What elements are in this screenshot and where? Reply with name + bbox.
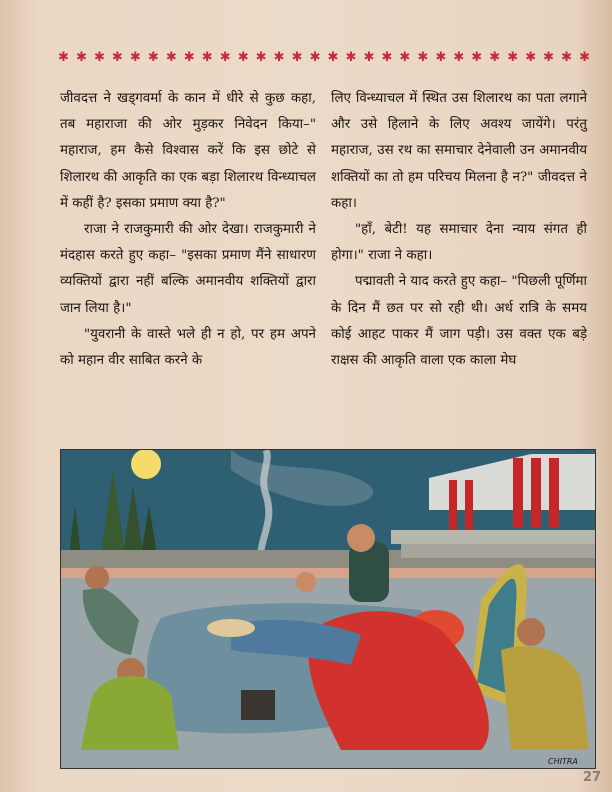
border-star-icon: ✱	[579, 50, 590, 65]
right-paragraph-1: लिए विन्ध्याचल में स्थित उस शिलारथ का पता लगाने और उसे हिलाने के लिए अवश्य जायेंगे। परंतु महाराज, उस रथ का समाचार देनेवाली उन अमानवीय शक्तियों का तो हम परिचय मिलना है न?" जीवदत्त ने कहा।	[331, 91, 587, 211]
border-star-icon: ✱	[75, 50, 87, 65]
pillar-3	[513, 458, 523, 528]
plate	[207, 619, 255, 637]
pillar-2	[465, 480, 473, 530]
border-star-icon: ✱	[93, 50, 105, 65]
border-star-icon: ✱	[129, 50, 141, 65]
border-star-icon: ✱	[561, 50, 573, 65]
steps-1	[391, 530, 595, 544]
border-star-icon: ✱	[399, 50, 411, 65]
moon	[131, 450, 161, 479]
border-star-icon: ✱	[507, 50, 519, 65]
child-head	[296, 572, 316, 592]
border-star-icon: ✱	[327, 50, 339, 65]
artist-signature: CHITRA	[548, 757, 578, 766]
border-star-icon: ✱	[183, 50, 195, 65]
pillar-5	[549, 458, 559, 528]
border-star-icon: ✱	[237, 50, 249, 65]
border-star-icon: ✱	[309, 50, 321, 65]
border-star-icon: ✱	[201, 50, 213, 65]
right-column	[331, 86, 587, 374]
border-star-icon: ✱	[165, 50, 177, 65]
border-star-icon: ✱	[471, 50, 483, 65]
pillar-1	[449, 480, 457, 530]
border-star-icon: ✱	[58, 50, 69, 65]
illustration	[60, 449, 596, 769]
border-star-icon: ✱	[417, 50, 429, 65]
border-star-icon: ✱	[363, 50, 375, 65]
right-paragraph-3: पद्मावती ने याद करते हुए कहा– "पिछली पूर्णिमा के दिन मैं छत पर सो रही थी। अर्ध रात्रि के समय कोई आहट पाकर मैं जाग पड़ी। उस वक्त एक बड़े राक्षस की आकृति वाला एक काला मेघ	[331, 274, 587, 369]
illustration-art	[61, 450, 595, 768]
pillar-4	[531, 458, 541, 528]
princess-head	[347, 524, 375, 552]
border-star-icon: ✱	[255, 50, 267, 65]
border-star-icon: ✱	[273, 50, 285, 65]
left-paragraph-3: "युवरानी के वास्ते भले ही न हो, पर हम अपने को महान वीर साबित करने के	[60, 326, 316, 369]
border-star-icon: ✱	[453, 50, 465, 65]
left-paragraph-2: राजा ने राजकुमारी की ओर देखा। राजकुमारी ने मंदहास करते हुए कहा– "इसका प्रमाण मैंने साधारण व्यक्तियों द्वारा नहीं बल्कि अमानवीय शक्तियों द्वारा जान लिया है।"	[60, 222, 316, 316]
border-star-icon: ✱	[381, 50, 393, 65]
border-star-icon: ✱	[291, 50, 303, 65]
left-column	[60, 86, 316, 374]
steps-2	[401, 544, 595, 558]
border-star-icon: ✱	[525, 50, 537, 65]
border-star-icon: ✱	[435, 50, 447, 65]
maid-right-head	[517, 618, 545, 646]
border-star-icon: ✱	[147, 50, 159, 65]
left-paragraph-1: जीवदत्त ने खड्गवर्मा के कान में धीरे से कुछ कहा, तब महाराजा की ओर मुड़कर निवेदन किया–" महाराज, हम कैसे विश्वास करें कि इस छोटे से शिलारथ की आकृति का एक बड़ा शिलारथ विन्ध्याचल में कहीं है? इसका प्रमाण क्या है?"	[60, 91, 316, 211]
page-number: 27	[583, 770, 602, 785]
border-star-icon: ✱	[345, 50, 357, 65]
princess-torso	[349, 542, 389, 602]
maid-left-head	[85, 566, 109, 590]
foot-stool	[241, 690, 275, 720]
border-star-icon: ✱	[489, 50, 501, 65]
border-star-icon: ✱	[111, 50, 123, 65]
right-paragraph-2: "हाँ, बेटी! यह समाचार देना न्याय संगत ही होगा।" राजा ने कहा।	[331, 222, 587, 264]
decorative-border	[58, 50, 590, 66]
border-star-icon: ✱	[543, 50, 555, 65]
border-star-icon: ✱	[219, 50, 231, 65]
